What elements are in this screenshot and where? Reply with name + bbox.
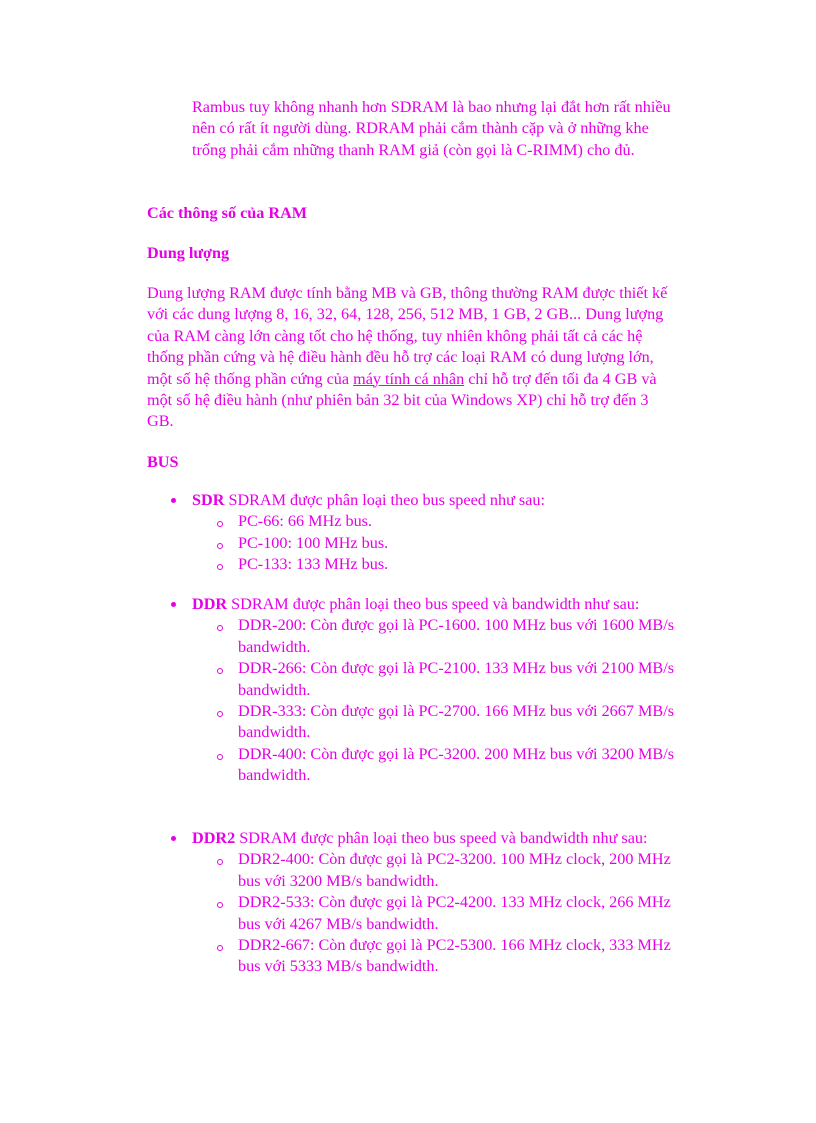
- circle-bullet-icon: [217, 754, 223, 760]
- circle-bullet-icon: [217, 902, 223, 908]
- circle-bullet-icon: [217, 521, 223, 527]
- sub-list: [147, 615, 677, 786]
- list-item: [147, 744, 677, 787]
- bus-section-sdr: [147, 490, 677, 576]
- list-item-text: DDR-200: Còn được gọi là PC-1600. 100 MHz bus với 1600 MB/s bandwidth.: [238, 616, 674, 656]
- list-item: [147, 615, 677, 658]
- circle-bullet-icon: [217, 543, 223, 549]
- list-item: [147, 935, 677, 978]
- circle-bullet-icon: [217, 668, 223, 674]
- heading-bus: BUS: [147, 453, 179, 471]
- list-item: [147, 701, 677, 744]
- bus-section-ddr2: [147, 828, 677, 978]
- rambus-paragraph: Rambus tuy không nhanh hơn SDRAM là bao nhưng lại đắt hơn rất nhiều nên có rất ít người dùng. RDRAM phải cắm thành cặp và ở những khe trống phải cắm những thanh RAM giả (còn gọi là C-RIMM) cho đủ.: [192, 98, 671, 159]
- heading-capacity: Dung lượng: [147, 244, 230, 262]
- list-item: [147, 849, 677, 892]
- bus-label: DDR: [192, 595, 228, 613]
- capacity-paragraph: [147, 283, 672, 433]
- list-item: [147, 533, 677, 554]
- list-item-text: PC-100: 100 MHz bus.: [238, 533, 389, 552]
- bus-section-ddr: [147, 594, 677, 787]
- bullet-icon: [171, 602, 176, 607]
- list-item-text: DDR-400: Còn được gọi là PC-3200. 200 MHz bus với 3200 MB/s bandwidth.: [238, 744, 674, 785]
- list-item-text: DDR-266: Còn được gọi là PC-2100. 133 MHz bus với 2100 MB/s bandwidth.: [238, 659, 674, 699]
- bus-bullet-item: [147, 828, 677, 849]
- personal-computer-link[interactable]: máy tính cá nhân: [353, 369, 465, 388]
- capacity-text-before: Dung lượng RAM được tính bằng MB và GB, thông thường RAM được thiết kế với các dung lượng 8, 16, 32, 64, 128, 256, 512 MB, 1 GB, 2 GB... Dung lượng của RAM càng lớn càng tốt cho hệ thống, tuy nhiên không phải tất cả các hệ thống phần cứng và hệ điều hành đều hỗ trợ các loại RAM có dung lượng lớn, một số hệ thống phần cứng của: [147, 284, 668, 388]
- heading-ram-params: Các thông số của RAM: [147, 204, 308, 222]
- list-item: [147, 511, 677, 532]
- list-item: [147, 892, 677, 935]
- capacity-text-after: chỉ hỗ trợ đến tối đa 4 GB và một số hệ điều hành (như phiên bản 32 bit của Windows XP) chỉ hỗ trợ đến 3 GB.: [147, 369, 657, 431]
- bullet-icon: [171, 836, 176, 841]
- circle-bullet-icon: [217, 945, 223, 951]
- list-item-text: PC-66: 66 MHz bus.: [238, 512, 373, 531]
- list-item: [147, 658, 677, 701]
- circle-bullet-icon: [217, 711, 223, 717]
- list-item: [147, 554, 677, 575]
- bullet-icon: [171, 498, 176, 503]
- sub-list: [147, 849, 677, 977]
- sub-list: [147, 511, 677, 575]
- bus-label: SDR: [192, 491, 225, 509]
- bus-description: SDRAM được phân loại theo bus speed như sau:: [224, 491, 545, 509]
- circle-bullet-icon: [217, 564, 223, 570]
- circle-bullet-icon: [217, 859, 223, 865]
- bus-label: DDR2: [192, 829, 236, 847]
- bus-bullet-item: [147, 594, 677, 615]
- circle-bullet-icon: [217, 625, 223, 631]
- list-item-text: DDR2-400: Còn được gọi là PC2-3200. 100 MHz clock, 200 MHz bus với 3200 MB/s bandwidth.: [238, 850, 671, 890]
- list-item-text: DDR-333: Còn được gọi là PC-2700. 166 MHz bus với 2667 MB/s bandwidth.: [238, 702, 674, 742]
- bus-description: SDRAM được phân loại theo bus speed và bandwidth như sau:: [227, 595, 640, 613]
- bus-bullet-item: [147, 490, 677, 511]
- list-item-text: PC-133: 133 MHz bus.: [238, 555, 389, 574]
- list-item-text: DDR2-667: Còn được gọi là PC2-5300. 166 MHz clock, 333 MHz bus với 5333 MB/s bandwidth.: [238, 936, 671, 976]
- bus-description: SDRAM được phân loại theo bus speed và bandwidth như sau:: [235, 829, 648, 847]
- list-item-text: DDR2-533: Còn được gọi là PC2-4200. 133 MHz clock, 266 MHz bus với 4267 MB/s bandwidth.: [238, 893, 671, 933]
